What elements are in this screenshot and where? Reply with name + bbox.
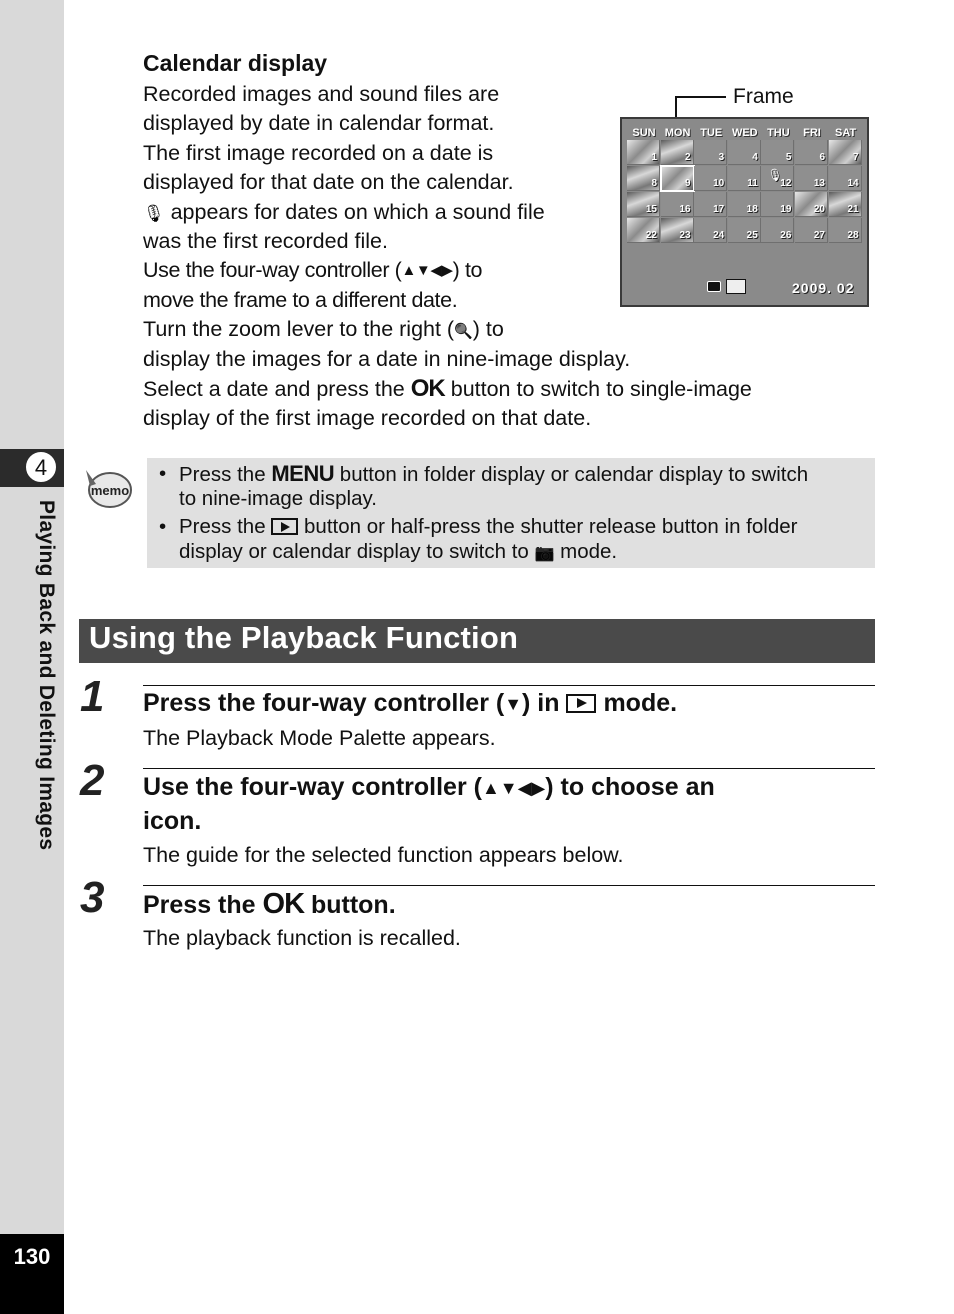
memo-icon-label: memo [90, 483, 130, 498]
ok-text-end: button to switch to single-image [450, 377, 752, 401]
body-line: display the images for a date in nine-image display. [143, 347, 631, 371]
calendar-day-header: THU [767, 127, 790, 139]
sound-line [143, 198, 545, 228]
body-line: displayed by date in calendar format. [143, 111, 495, 135]
calendar-day-number: 15 [645, 204, 657, 215]
calendar-day-number: 25 [746, 230, 758, 241]
calendar-day-number: 4 [752, 152, 758, 163]
microphone-icon: 🎙 [767, 168, 783, 182]
calendar-day-header: MON [664, 127, 691, 139]
zoom-line [143, 315, 504, 346]
controller-text: Use the four-way controller ( [143, 258, 402, 282]
calendar-day-number: 28 [847, 230, 859, 241]
calendar-day-number: 7 [853, 152, 859, 163]
calendar-day-cell[interactable] [795, 192, 828, 217]
body-line: displayed for that date on the calendar. [143, 170, 514, 194]
calendar-day-cell[interactable] [761, 166, 794, 191]
calendar-day-number: 5 [785, 152, 792, 163]
step-number: 3 [80, 873, 105, 922]
calendar-day-cell[interactable] [761, 140, 794, 165]
ok-button-icon: OK [262, 888, 305, 920]
calendar-day-header: TUE [700, 127, 723, 139]
calendar-day-cell[interactable] [627, 218, 660, 243]
memo-text: Press the [179, 515, 266, 538]
calendar-day-number: 19 [780, 204, 792, 215]
step-title-text: Press the [143, 891, 256, 919]
chapter-title: Playing Back and Deleting Images [35, 500, 58, 851]
calendar-day-number: 27 [813, 230, 825, 241]
four-way-arrows-icon: ▲▼◀▶ [481, 778, 546, 798]
step-description: The guide for the selected function appears below. [143, 843, 624, 867]
playback-icon [271, 518, 298, 535]
step-rule [143, 768, 875, 769]
microphone-icon: 🎙 [143, 204, 165, 223]
calendar-day-number: 8 [651, 178, 657, 189]
calendar-day-number: 3 [718, 152, 725, 163]
calendar-day-cell[interactable] [627, 192, 660, 217]
step-number: 2 [80, 756, 105, 805]
calendar-day-cell[interactable] [795, 218, 828, 243]
arrow-down-icon: ▼ [504, 694, 523, 714]
playback-icon [566, 694, 596, 713]
calendar-date-readout: 2009. 02 [792, 280, 855, 296]
calendar-day-cell[interactable] [627, 140, 660, 165]
sound-file-icon [707, 281, 721, 292]
ok-line [143, 374, 752, 404]
calendar-day-cell[interactable] [829, 140, 862, 165]
chapter-number: 4 [24, 450, 58, 484]
calendar-day-number: 23 [679, 230, 691, 241]
step-title-text: Use the four-way controller ( [143, 773, 482, 801]
controller-line [143, 256, 482, 285]
memo-line [179, 539, 617, 566]
calendar-day-header: FRI [803, 127, 821, 139]
calendar-day-cell[interactable] [728, 192, 761, 217]
memo-line [179, 461, 808, 487]
body-line: The first image recorded on a date is [143, 141, 494, 165]
step-title-text: button. [310, 891, 396, 919]
calendar-day-header: SUN [632, 127, 656, 139]
zoom-icon: 🔍 [454, 323, 473, 340]
ok-button-icon: OK [410, 375, 445, 402]
calendar-day-cell[interactable] [728, 140, 761, 165]
four-way-arrows-icon: ▲▼◀▶ [401, 262, 453, 279]
frame-leader-line [675, 96, 726, 98]
calendar-day-cell[interactable] [694, 192, 727, 217]
menu-button-icon: MENU [271, 461, 335, 486]
calendar-day-number: 21 [847, 204, 859, 215]
calendar-day-number: 14 [847, 178, 859, 189]
step-title-text: Press the four-way controller ( [143, 689, 505, 717]
calendar-day-cell[interactable] [829, 166, 862, 191]
memo-line: to nine-image display. [179, 487, 377, 510]
memo-bullet: • [159, 462, 167, 485]
calendar-day-number: 17 [713, 204, 725, 215]
calendar-day-cell[interactable] [795, 140, 828, 165]
memo-text: button or half-press the shutter release button in folder [304, 515, 798, 538]
controller-text-end: ) to [452, 258, 483, 282]
calendar-day-header: SAT [835, 127, 857, 139]
calendar-day-number: 11 [747, 178, 758, 189]
camera-icon: 📷 [534, 545, 555, 562]
calendar-day-number: 2 [685, 152, 691, 163]
calendar-day-number: 9 [685, 178, 691, 189]
calendar-day-number: 26 [780, 230, 792, 241]
calendar-screen [620, 117, 869, 307]
body-line: Recorded images and sound files are [143, 82, 500, 106]
calendar-day-cell[interactable] [829, 218, 862, 243]
body-line: display of the first image recorded on that date. [143, 406, 592, 430]
body-line: was the first recorded file. [143, 229, 388, 253]
calendar-day-number: 22 [645, 230, 657, 241]
calendar-day-number: 16 [679, 204, 691, 215]
calendar-day-cell[interactable] [761, 192, 794, 217]
sound-text: appears for dates on which a sound file [170, 200, 545, 224]
calendar-day-cell[interactable] [829, 192, 862, 217]
frame-label: Frame [733, 85, 794, 108]
calendar-day-cell[interactable] [627, 166, 660, 191]
step-title [143, 770, 715, 805]
calendar-day-cell[interactable] [661, 218, 694, 243]
memo-line [179, 514, 797, 539]
step-number: 1 [80, 672, 105, 721]
step-title [143, 887, 396, 922]
body-line: move the frame to a different date. [143, 288, 458, 312]
calendar-day-number: 1 [651, 152, 657, 163]
step-rule [143, 885, 875, 886]
step-description: The Playback Mode Palette appears. [143, 726, 496, 750]
page-number: 130 [0, 1234, 64, 1314]
step-title-text: ) in [522, 689, 560, 717]
memo-bullet: • [159, 515, 167, 538]
calendar-day-number: 13 [813, 178, 825, 189]
calendar-day-cell[interactable] [728, 166, 761, 191]
folder-icon [726, 279, 746, 294]
calendar-frame-selected-cell[interactable] [661, 166, 694, 191]
calendar-day-cell[interactable] [728, 218, 761, 243]
calendar-day-header: WED [731, 127, 758, 139]
calendar-day-cell[interactable] [694, 218, 727, 243]
zoom-text: Turn the zoom lever to the right ( [143, 317, 455, 341]
zoom-text-end: ) to [472, 317, 504, 341]
calendar-day-number: 24 [713, 230, 725, 241]
calendar-heading: Calendar display [143, 50, 328, 76]
step-title-text: ) to choose an [545, 773, 715, 801]
memo-icon [82, 464, 134, 512]
calendar-day-cell[interactable] [661, 140, 694, 165]
calendar-day-cell[interactable] [795, 166, 828, 191]
calendar-day-number: 20 [813, 204, 825, 215]
memo-text: mode. [560, 540, 618, 563]
calendar-day-number: 12 [780, 178, 792, 189]
calendar-day-number: 10 [713, 178, 725, 189]
step-title: icon. [143, 807, 202, 835]
calendar-day-cell[interactable] [761, 218, 794, 243]
ok-text: Select a date and press the [143, 377, 405, 401]
memo-text: button in folder display or calendar display to switch [339, 463, 809, 486]
memo-text: Press the [179, 463, 266, 486]
step-description: The playback function is recalled. [143, 926, 461, 950]
step-title-text: mode. [603, 689, 678, 717]
calendar-day-number: 18 [746, 204, 758, 215]
calendar-day-cell[interactable] [661, 192, 694, 217]
step-title [143, 686, 677, 721]
calendar-day-number: 6 [819, 152, 825, 163]
calendar-day-cell[interactable] [694, 166, 727, 191]
calendar-day-cell[interactable] [694, 140, 727, 165]
memo-text: display or calendar display to switch to [179, 540, 529, 563]
section-title: Using the Playback Function [89, 620, 519, 655]
